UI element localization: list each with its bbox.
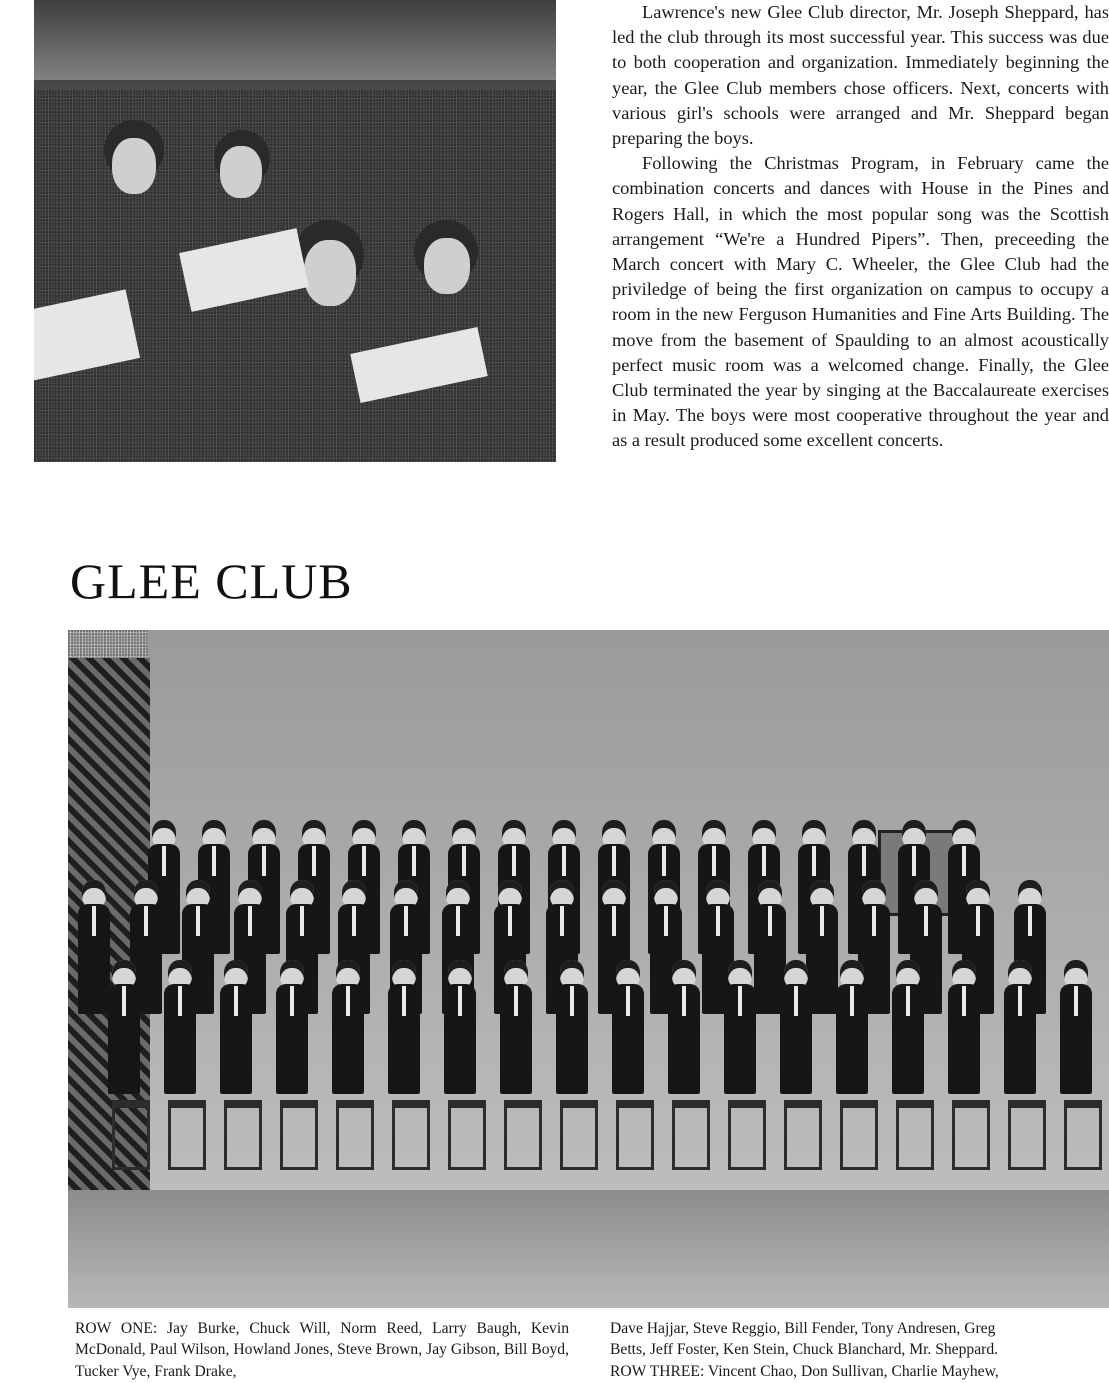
article-paragraph: Lawrence's new Glee Club director, Mr. Joseph Sheppard, has led the club through its most successful year. This success was due to both cooperation and organization. Immediately beginning the year, the Glee Club members chose officers. Next, concerts with various girl's schools were arranged and Mr. Sheppard began preparing the boys.	[612, 2, 1109, 149]
student-face	[112, 138, 156, 194]
chair	[168, 1100, 206, 1170]
chair	[896, 1100, 934, 1170]
rehearsal-photo	[34, 0, 556, 462]
chair	[672, 1100, 710, 1170]
caption-text: Dave Hajjar, Steve Reggio, Bill Fender, Tony Andresen, Greg Betts, Jeff Foster, Ken Stein, Chuck Blanchard, Mr. Sheppard. ROW THREE: Vincent Chao, Don Sullivan, Charlie Mayhew,	[610, 1320, 999, 1380]
chair	[1064, 1100, 1102, 1170]
student-face	[424, 238, 470, 294]
chair	[112, 1100, 150, 1170]
chair	[504, 1100, 542, 1170]
article-paragraph: Following the Christmas Program, in February came the combination concerts and dances with House in the Pines and Rogers Hall, in which the most popular song was the Scottish arrangement “We're a Hundred Pipers”. Then, preceeding the March concert with Mary C. Wheeler, the Glee Club had the priviledge of being the first organization on campus to occupy a room in the new Ferguson Humanities and Fine Arts Building. The move from the basement of Spaulding to an almost acoustically perfect music room was a welcomed change. Finally, the Glee Club terminated the year by singing at the Baccalaureate exercises in May. The boys were most cooperative throughout the year and as a result produced some excellent concerts.	[612, 153, 1109, 451]
chair	[560, 1100, 598, 1170]
chair	[728, 1100, 766, 1170]
ceiling	[34, 0, 556, 90]
chair	[280, 1100, 318, 1170]
caption-text: ROW ONE: Jay Burke, Chuck Will, Norm Reed, Larry Baugh, Kevin McDonald, Paul Wilson, Howland Jones, Steve Brown, Jay Gibson, Bill Boyd, Tucker Vye, Frank Drake,	[75, 1320, 569, 1380]
chair	[784, 1100, 822, 1170]
chair	[952, 1100, 990, 1170]
page-title: GLEE CLUB	[70, 553, 353, 609]
group-photo	[68, 630, 1109, 1308]
student-face	[220, 146, 262, 198]
student-face	[304, 240, 356, 306]
chair	[336, 1100, 374, 1170]
chair	[392, 1100, 430, 1170]
chair	[448, 1100, 486, 1170]
chair	[616, 1100, 654, 1170]
chair	[224, 1100, 262, 1170]
floor	[68, 1190, 1109, 1308]
chair	[840, 1100, 878, 1170]
caption-left	[75, 1318, 569, 1382]
chair	[1008, 1100, 1046, 1170]
article-text	[612, 0, 1109, 530]
caption-right	[610, 1318, 1109, 1382]
